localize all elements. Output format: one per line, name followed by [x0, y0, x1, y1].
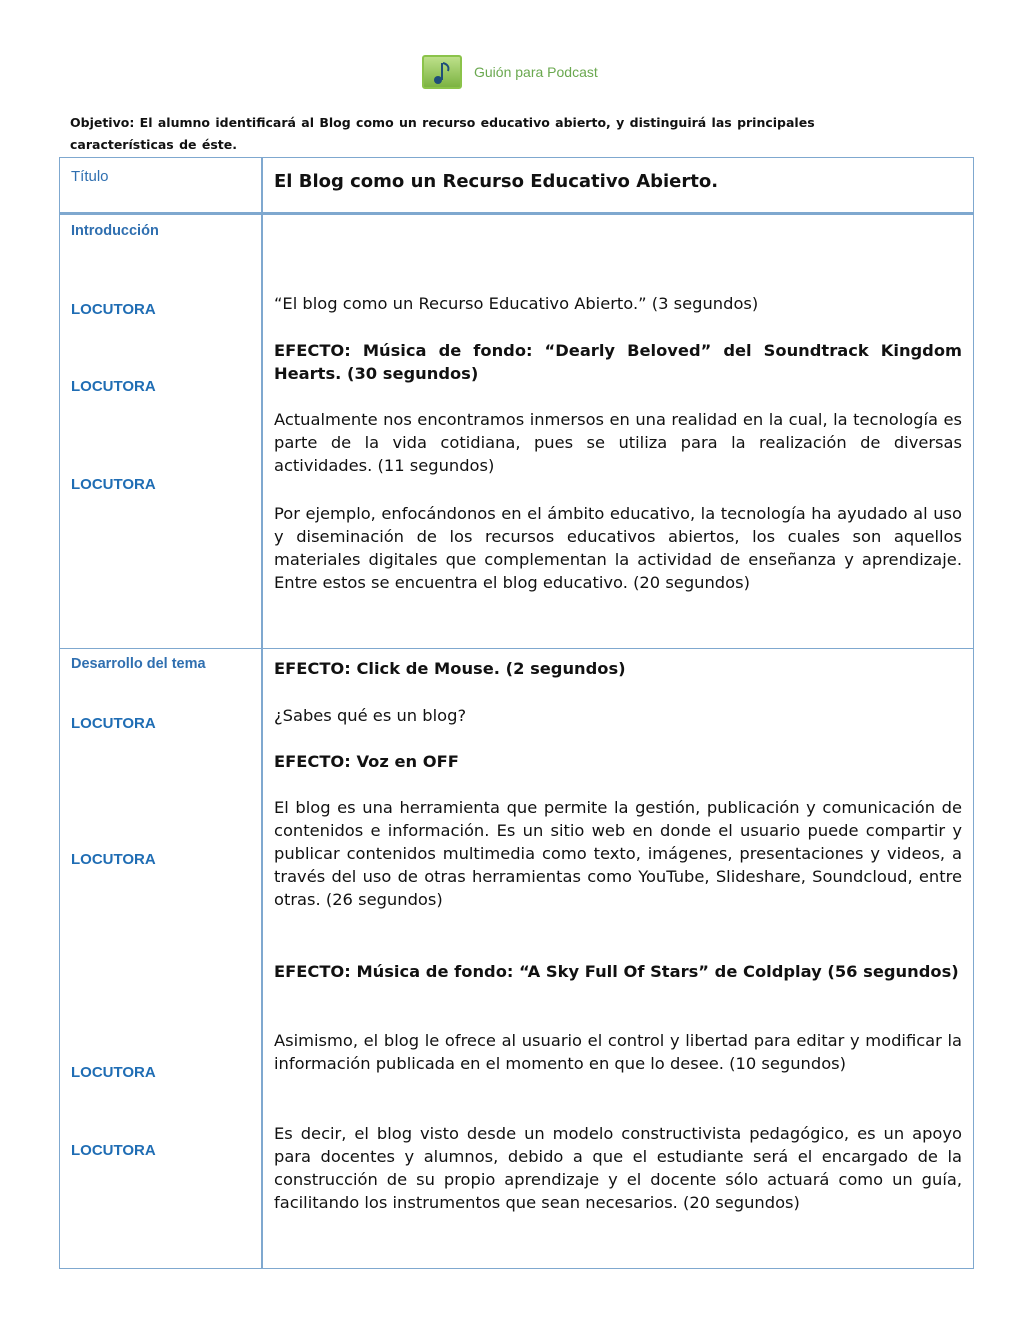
desarrollo-effect: EFECTO: Click de Mouse. (2 segundos): [274, 659, 626, 678]
row-divider: [60, 648, 973, 649]
music-note-icon: [422, 55, 462, 89]
locutora-label: LOCUTORA: [71, 1064, 156, 1081]
locutora-label: LOCUTORA: [71, 715, 156, 732]
script-table: [59, 157, 974, 1269]
intro-line: “El blog como un Recurso Educativo Abierto.” (3 segundos): [274, 294, 759, 313]
intro-label: Introducción: [71, 223, 159, 239]
logo-text: Guión para Podcast: [474, 64, 598, 80]
titulo-value: El Blog como un Recurso Educativo Abierto.: [274, 171, 719, 192]
intro-paragraph: Por ejemplo, enfocándonos en el ámbito educativo, la tecnología ha ayudado al uso y diseminación de los recursos educativos abiertos, los cuales son aquellos materiales digitales que complementan la actividad de enseñanza y aprendizaje. Entre estos se encuentra el blog educativo. (20 segundos): [274, 504, 962, 592]
desarrollo-effect: EFECTO: Voz en OFF: [274, 752, 459, 771]
desarrollo-effect: EFECTO: Música de fondo: “A Sky Full Of Stars” de Coldplay (56 segundos): [274, 962, 959, 981]
desarrollo-paragraph: Es decir, el blog visto desde un modelo constructivista pedagógico, es un apoyo para docentes y alumnos, debido a que el estudiante será el encargado de la construcción de su propio aprendizaje y el docente sólo actuará como un guía, facilitando los instrumentos que sean necesarios. (20 segundos): [274, 1124, 962, 1212]
desarrollo-label: Desarrollo del tema: [71, 656, 206, 672]
desarrollo-paragraph: El blog es una herramienta que permite la gestión, publicación y comunicación de contenidos e información. Es un sitio web en donde el usuario puede compartir y publicar contenidos multimedia como texto, imágenes, presentaciones y videos, a través del uso de otras herramientas como YouTube, Slideshare, Soundcloud, entre otras. (26 segundos): [274, 798, 962, 909]
desarrollo-line: ¿Sabes qué es un blog?: [274, 706, 467, 725]
locutora-label: LOCUTORA: [71, 301, 156, 318]
objective-text: Objetivo: El alumno identificará al Blog como un recurso educativo abierto, y distinguirá las principales características de éste.: [70, 115, 815, 152]
intro-paragraph: Actualmente nos encontramos inmersos en una realidad en la cual, la tecnología es parte de la vida cotidiana, pues se utiliza para la realización de diversas actividades. (11 segundos): [274, 410, 962, 475]
locutora-label: LOCUTORA: [71, 476, 156, 493]
intro-effect: EFECTO: Música de fondo: “Dearly Beloved” del Soundtrack Kingdom Hearts. (30 segundos): [274, 341, 962, 383]
locutora-label: LOCUTORA: [71, 1142, 156, 1159]
row-divider: [60, 212, 973, 215]
titulo-label: Título: [71, 168, 109, 185]
locutora-label: LOCUTORA: [71, 851, 156, 868]
column-divider: [261, 158, 263, 1268]
header-logo: [422, 55, 598, 89]
desarrollo-paragraph: Asimismo, el blog le ofrece al usuario el control y libertad para editar y modificar la información publicada en el momento en que lo desee. (10 segundos): [274, 1031, 962, 1073]
locutora-label: LOCUTORA: [71, 378, 156, 395]
